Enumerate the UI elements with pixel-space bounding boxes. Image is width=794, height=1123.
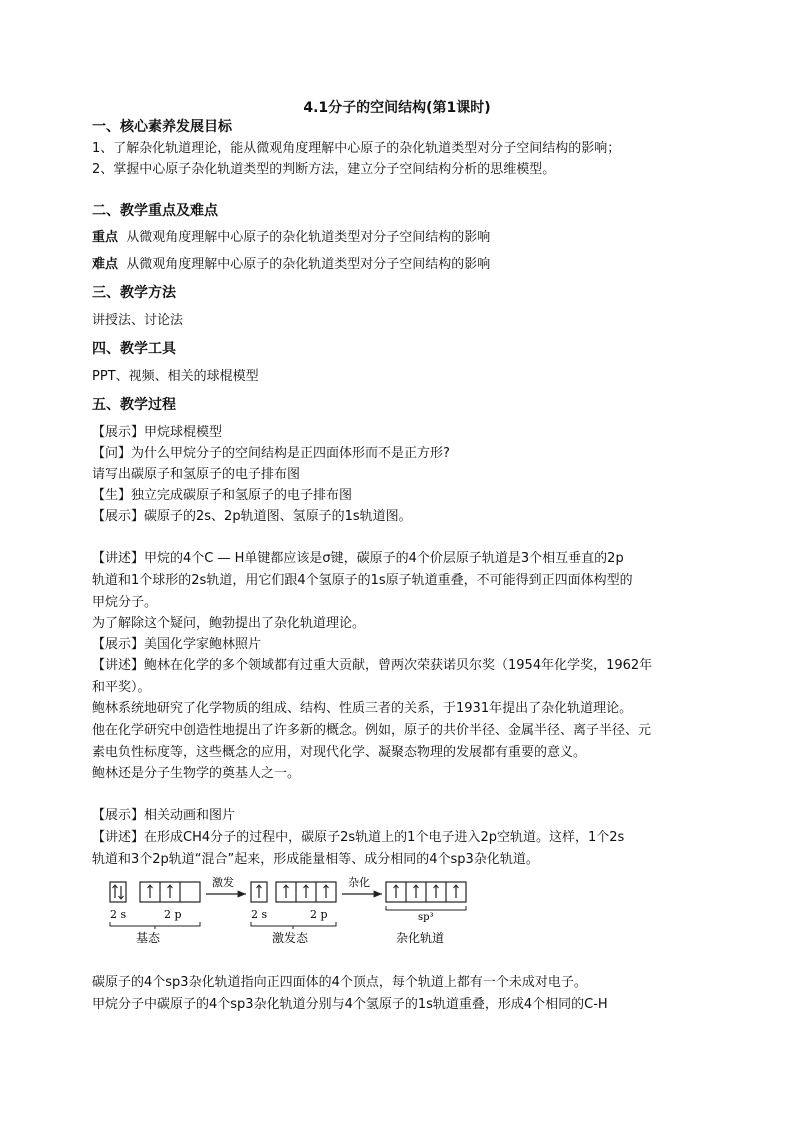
process-line: 为了解除这个疑问，鲍勃提出了杂化轨道理论。: [92, 616, 366, 631]
process-line: 【展示】美国化学家鲍林照片: [92, 637, 262, 652]
process-line: 轨道和3个2p轨道“混合”起来，形成能量相等、成分相同的4个sp3杂化轨道。: [92, 852, 539, 867]
page-title: 4.1分子的空间结构(第1课时): [303, 100, 491, 116]
heading-tools: 四、教学工具: [92, 341, 176, 357]
excited-2p-label: 2 p: [310, 908, 328, 921]
difficult-point-label: 难点: [92, 257, 119, 272]
ground-2p-boxes: [140, 882, 200, 902]
goal-2: 2、掌握中心原子杂化轨道类型的判断方法，建立分子空间结构分析的思维模型。: [92, 162, 556, 177]
process-line: 鲍林还是分子生物学的奠基人之一。: [92, 766, 301, 781]
process-line: 【讲述】在形成CH4分子的过程中，碳原子2s轨道上的1个电子进入2p空轨道。这样，1个2s: [92, 830, 625, 845]
process-line: 【讲述】甲烷的4个C — H单键都应该是σ键，碳原子的4个价层原子轨道是3个相互垂直的2p: [92, 551, 624, 566]
process-line: 【展示】甲烷球棍模型: [92, 425, 223, 440]
difficult-point: [92, 255, 490, 275]
hybridize-arrow-label: 杂化: [348, 876, 370, 889]
sp3-label: sp³: [418, 912, 434, 923]
process-line: 【问】为什么甲烷分子的空间结构是正四面体形而不是正方形?: [92, 446, 450, 461]
heading-process: 五、教学过程: [92, 397, 176, 413]
tools-text: PPT、视频、相关的球棍模型: [92, 369, 259, 384]
process-line: 轨道和1个球形的2s轨道，用它们跟4个氢原子的1s原子轨道重叠，不可能得到正四面体构型的: [92, 573, 633, 588]
ground-2s-box: [110, 882, 126, 902]
process-line: 【生】独立完成碳原子和氢原子的电子排布图: [92, 488, 353, 503]
hybrid-orbital-label: 杂化轨道: [396, 931, 445, 945]
process-line: 和平奖）。: [92, 680, 151, 695]
methods-text: 讲授法、讨论法: [92, 313, 184, 328]
process-line: 【展示】碳原子的2s、2p轨道图、氢原子的1s轨道图。: [92, 509, 412, 524]
process-line: 碳原子的4个sp3杂化轨道指向正四面体的4个顶点，每个轨道上都有一个未成对电子。: [92, 975, 587, 990]
heading-goals: 一、核心素养发展目标: [92, 119, 232, 135]
orbital-hybridization-diagram: [96, 872, 486, 952]
difficult-point-text: 从微观角度理解中心原子的杂化轨道类型对分子空间结构的影响: [126, 257, 491, 272]
key-point: [92, 228, 490, 248]
excited-2p-boxes: [276, 882, 336, 902]
key-point-text: 从微观角度理解中心原子的杂化轨道类型对分子空间结构的影响: [126, 230, 491, 245]
process-line: 素电负性标度等，这些概念的应用，对现代化学、凝聚态物理的发展都有重要的意义。: [92, 745, 587, 760]
process-line: 【讲述】鲍林在化学的多个领域都有过重大贡献，曾两次荣获诺贝尔奖（1954年化学奖，1962年: [92, 658, 653, 673]
excited-2s-box: [251, 882, 267, 902]
heading-key-points: 二、教学重点及难点: [92, 203, 218, 219]
process-line: 甲烷分子中碳原子的4个sp3杂化轨道分别与4个氢原子的1s轨道重叠，形成4个相同的C-H: [92, 997, 608, 1012]
excite-arrow-label: 激发: [212, 876, 234, 889]
goal-1: 1、了解杂化轨道理论，能从微观角度理解中心原子的杂化轨道类型对分子空间结构的影响；: [92, 141, 621, 156]
process-line: 他在化学研究中创造性地提出了许多新的概念。例如，原子的共价半径、金属半径、离子半径、元: [92, 723, 652, 738]
excited-state-label: 激发态: [272, 931, 309, 945]
ground-2s-label: 2 s: [110, 908, 127, 921]
excited-2s-label: 2 s: [251, 908, 268, 921]
process-line: 鲍林系统地研究了化学物质的组成、结构、性质三者的关系，于1931年提出了杂化轨道理论。: [92, 701, 633, 716]
process-line: 【展示】相关动画和图片: [92, 808, 236, 823]
ground-state-label: 基态: [136, 931, 161, 945]
ground-2p-label: 2 p: [164, 908, 182, 921]
sp3-boxes: [386, 882, 466, 902]
key-point-label: 重点: [92, 230, 119, 245]
process-line: 请写出碳原子和氢原子的电子排布图: [92, 467, 301, 482]
heading-methods: 三、教学方法: [92, 285, 176, 301]
process-line: 甲烷分子。: [92, 595, 158, 610]
